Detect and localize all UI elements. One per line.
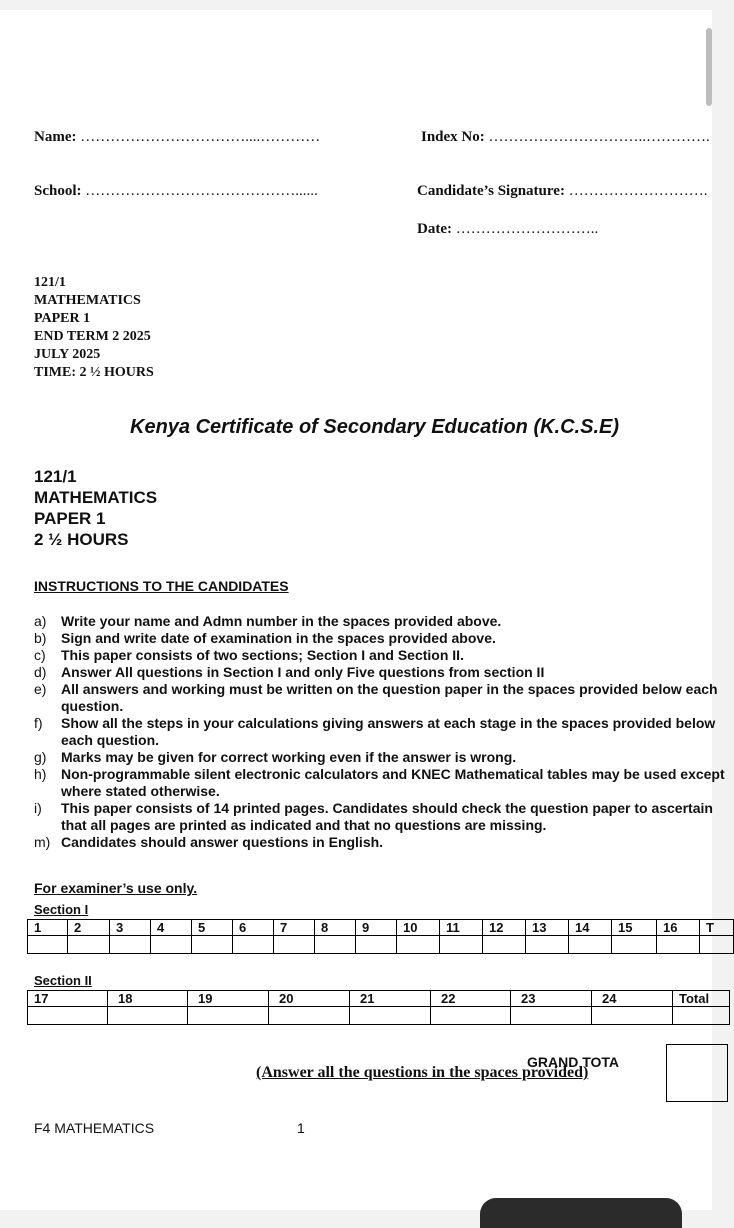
score-cell[interactable] [269,1007,350,1025]
instruction-marker: d) [34,664,47,680]
examiner-heading: For examiner’s use only. [34,880,198,896]
section1-header-cell: 13 [526,920,569,936]
score-cell[interactable] [673,1007,730,1025]
section1-header-cell: 10 [397,920,440,936]
name-label: Name: [34,129,77,145]
paper-code-line: TIME: 2 ½ HOURS [34,365,154,380]
score-cell[interactable] [28,1007,108,1025]
paper-code-line: PAPER 1 [34,311,91,326]
section1-header-cell: 8 [315,920,356,936]
section1-header-cell: 15 [612,920,657,936]
score-cell[interactable] [569,936,612,954]
score-cell[interactable] [657,936,700,954]
score-cell[interactable] [511,1007,592,1025]
index-dots: …………………………..…………. [488,129,710,145]
score-cell[interactable] [108,1007,188,1025]
score-cell[interactable] [483,936,526,954]
instructions-list [34,613,734,851]
instruction-item [34,834,734,851]
score-cell[interactable] [356,936,397,954]
paper-code-line: MATHEMATICS [34,293,141,308]
section1-score-table [27,919,734,954]
score-cell[interactable] [526,936,569,954]
paper-code-block [34,274,154,382]
instruction-item [34,630,734,647]
instruction-marker: g) [34,749,47,765]
score-cell[interactable] [68,936,110,954]
school-label: School: [34,183,82,199]
answer-note: (Answer all the questions in the spaces provided) [256,1064,589,1081]
section1-score-row [28,936,734,954]
section1-header-cell: T [700,920,734,936]
section1-header-cell: 9 [356,920,397,936]
instruction-item [34,681,734,715]
score-cell[interactable] [350,1007,431,1025]
score-cell[interactable] [397,936,440,954]
paper-code2-line: 121/1 [34,467,77,486]
section1-header-cell: 12 [483,920,526,936]
instruction-item [34,664,734,681]
section1-header-cell: 14 [569,920,612,936]
section2-score-row [28,1007,730,1025]
exam-title: Kenya Certificate of Secondary Education (K.C.S.E) [130,416,619,438]
date-dots: ……………………….. [455,221,599,237]
signature-label: Candidate’s Signature: [417,183,565,199]
instruction-marker: b) [34,630,47,646]
instruction-marker: i) [34,800,42,816]
grand-total-box[interactable] [666,1044,728,1102]
instruction-item [34,613,734,630]
instruction-item [34,715,734,749]
instruction-marker: h) [34,766,47,782]
name-dots: ……………………………....………… [80,129,321,145]
scrollbar-thumb[interactable] [706,28,712,106]
section2-header-cell: 23 [511,991,592,1007]
paper-code2-line: PAPER 1 [34,509,106,528]
paper-code2-line: 2 ½ HOURS [34,530,129,549]
score-cell[interactable] [700,936,734,954]
section1-header-cell: 11 [440,920,483,936]
section2-header-row [28,991,730,1007]
section2-header-cell: 19 [188,991,269,1007]
instruction-text: Non-programmable silent electronic calculators and KNEC Mathematical tables may be used except where stated otherwise. [61,766,725,799]
footer-subject: F4 MATHEMATICS [34,1120,155,1136]
instruction-item [34,647,734,664]
section2-header-cell: 21 [350,991,431,1007]
section2-header-cell: 18 [108,991,188,1007]
section1-header-cell: 16 [657,920,700,936]
document-page [0,10,725,1210]
score-cell[interactable] [192,936,233,954]
section1-header-cell: 6 [233,920,274,936]
instruction-item [34,749,734,766]
section1-header-cell: 7 [274,920,315,936]
score-cell[interactable] [274,936,315,954]
section2-label: Section II [34,973,92,988]
signature-field [417,183,707,200]
home-indicator-bar[interactable] [480,1198,682,1228]
instruction-item [34,766,734,800]
paper-code-block-2 [34,466,157,550]
score-cell[interactable] [315,936,356,954]
instruction-text: Candidates should answer questions in English. [61,834,384,850]
section1-header-cell: 5 [192,920,233,936]
instruction-marker: a) [34,613,47,629]
score-cell[interactable] [592,1007,673,1025]
school-dots: ……………………………………...... [85,183,318,199]
score-cell[interactable] [233,936,274,954]
section2-score-table [27,990,730,1025]
section1-header-cell: 4 [151,920,192,936]
score-cell[interactable] [612,936,657,954]
section2-header-cell: 22 [431,991,511,1007]
instruction-text: Write your name and Admn number in the spaces provided above. [61,613,502,629]
signature-dots: ………………………. [568,183,708,199]
instruction-marker: f) [34,715,43,731]
footer-page-number: 1 [297,1120,305,1136]
section2-header-cell: 17 [28,991,108,1007]
score-cell[interactable] [28,936,68,954]
school-field [34,183,318,200]
score-cell[interactable] [151,936,192,954]
instruction-text: Answer All questions in Section I and only Five questions from section II [61,664,545,680]
instruction-text: Show all the steps in your calculations giving answers at each stage in the spaces provided below each question. [61,715,716,748]
score-cell[interactable] [431,1007,511,1025]
instructions-heading: INSTRUCTIONS TO THE CANDIDATES [34,578,289,594]
score-cell[interactable] [110,936,151,954]
date-field [417,221,598,238]
date-label: Date: [417,221,452,237]
score-cell[interactable] [440,936,483,954]
paper-code-line: JULY 2025 [34,347,101,362]
section2-header-cell: 24 [592,991,673,1007]
index-label: Index No: [421,129,485,145]
name-field [34,129,320,146]
section2-header-cell: Total [673,991,730,1007]
section1-header-cell: 2 [68,920,110,936]
instruction-text: Marks may be given for correct working even if the answer is wrong. [61,749,517,765]
section2-header-cell: 20 [269,991,350,1007]
index-field [421,129,710,146]
section1-label: Section I [34,902,89,917]
section1-header-cell: 1 [28,920,68,936]
instruction-marker: c) [34,647,46,663]
paper-code-line: END TERM 2 2025 [34,329,151,344]
grand-total-label: GRAND TOTA [527,1054,620,1070]
section1-header-row [28,920,734,936]
instruction-item [34,800,734,834]
section1-header-cell: 3 [110,920,151,936]
instruction-text: Sign and write date of examination in the spaces provided above. [61,630,496,646]
instruction-text: This paper consists of 14 printed pages. Candidates should check the question paper to ascertain that all pages are printed as indicated and that no questions are missing. [61,800,713,833]
score-cell[interactable] [188,1007,269,1025]
instruction-marker: m) [34,834,51,850]
instruction-text: All answers and working must be written on the question paper in the spaces provided below each question. [61,681,718,714]
paper-code2-line: MATHEMATICS [34,488,158,507]
paper-code-line: 121/1 [34,275,66,290]
instruction-marker: e) [34,681,47,697]
instruction-text: This paper consists of two sections; Section I and Section II. [61,647,464,663]
